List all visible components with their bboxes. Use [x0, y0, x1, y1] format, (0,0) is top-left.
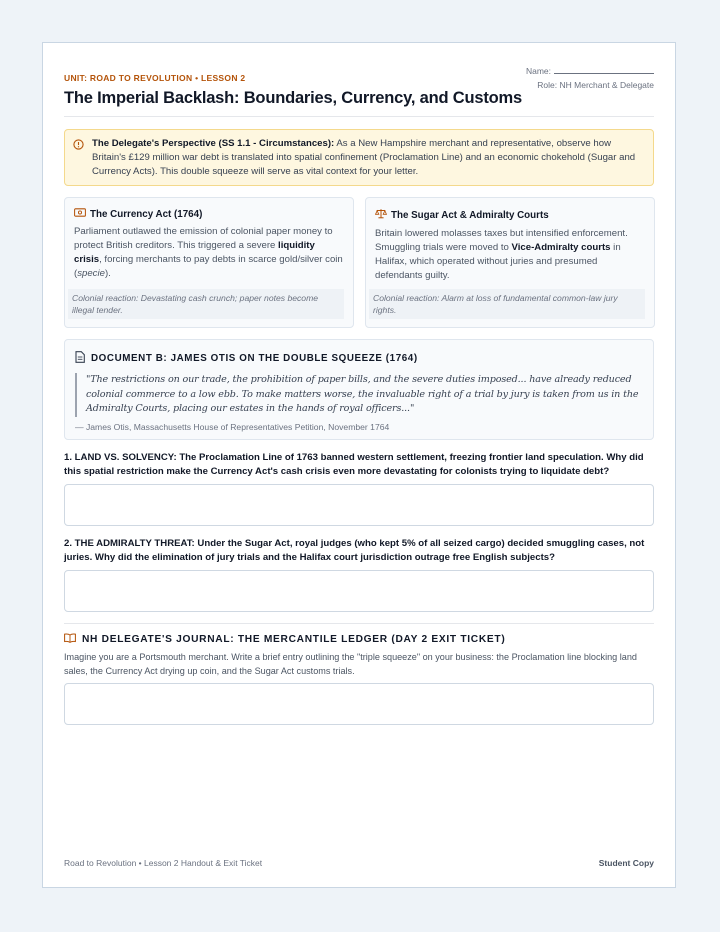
sugar-act-card: [365, 197, 655, 328]
alert-circle-icon: [73, 139, 84, 155]
role-label: Role: NH Merchant & Delegate: [537, 80, 654, 90]
header-divider: [64, 116, 654, 117]
quote-attribution: — James Otis, Massachusetts House of Representatives Petition, November 1764: [75, 421, 390, 432]
scales-icon: [375, 208, 387, 222]
page-title: The Imperial Backlash: Boundaries, Currency, and Customs: [64, 89, 522, 107]
name-field[interactable]: [554, 65, 654, 74]
name-role-block: [526, 65, 654, 90]
handout-page: [42, 42, 676, 888]
unit-label: UNIT: ROAD TO REVOLUTION • LESSON 2: [64, 73, 246, 83]
perspective-callout: [64, 129, 654, 186]
journal-answer-box[interactable]: [64, 683, 654, 725]
name-label: Name:: [525, 66, 551, 76]
callout-text: As a New Hampshire merchant and representative, observe how Britain's £129 million war debt is translated into spatial confinement (Proclamation Line) and an economic chokehold (Sugar and Currency Acts). This double squeeze will serve as vital context for your letter.: [92, 138, 636, 177]
sugar-card-title: The Sugar Act & Admiralty Courts: [391, 209, 549, 221]
journal-heading-row: [64, 633, 505, 646]
document-icon: [75, 351, 85, 366]
sugar-reaction: Colonial reaction: Alarm at loss of fundamental common-law jury rights.: [369, 289, 645, 319]
callout-lead: The Delegate's Perspective (SS 1.1 - Circumstances):: [92, 138, 335, 149]
journal-heading: NH DELEGATE'S JOURNAL: THE MERCANTILE LEDGER (DAY 2 EXIT TICKET): [82, 634, 506, 645]
question-1: 1. LAND VS. SOLVENCY: The Proclamation Line of 1763 banned western settlement, freezing frontier land speculation. Why did this spatial restriction make the Currency Act's cash crisis even more devastating for colonists trying to liquidate debt?: [64, 452, 644, 477]
journal-prompt: Imagine you are a Portsmouth merchant. Write a brief entry outlining the "triple squeeze" on your business: the Proclamation line blocking land sales, the Currency Act drying up coin, and the Sugar Act customs trials.: [64, 652, 637, 676]
currency-card-title: The Currency Act (1764): [90, 208, 203, 220]
currency-reaction: Colonial reaction: Devastating cash crunch; paper notes become illegal tender.: [68, 289, 344, 319]
section-divider: [64, 623, 654, 624]
currency-act-card: [64, 197, 354, 328]
answer-box-1[interactable]: [64, 484, 654, 526]
currency-card-body: Parliament outlawed the emission of colonial paper money to protect British creditors. This triggered a severe liquidity crisis, forcing merchants to pay debts in scarce gold/silver coin (specie).: [74, 226, 343, 279]
banknote-icon: [74, 208, 86, 220]
footer-left: Road to Revolution • Lesson 2 Handout & Exit Ticket: [64, 858, 263, 868]
otis-quote: "The restrictions on our trade, the prohibition of paper bills, and the severe duties imposed... have already reduced colonial commerce to a low ebb. To make matters worse, the invaluable right of a trial by jury is taken from us in the Admiralty Courts, placing our estates in the hands of royal officers...": [75, 373, 643, 417]
answer-box-2[interactable]: [64, 570, 654, 612]
sugar-card-body: Britain lowered molasses taxes but intensified enforcement. Smuggling trials were moved to Vice-Admiralty courts in Halifax, which operated without juries and presumed defendants guilty.: [375, 228, 628, 281]
document-heading: DOCUMENT B: JAMES OTIS ON THE DOUBLE SQUEEZE (1764): [91, 353, 418, 364]
question-2: 2. THE ADMIRALTY THREAT: Under the Sugar Act, royal judges (who kept 5% of all seized cargo) decided smuggling cases, not juries. Why did the elimination of jury trials and the Halifax court jurisdiction outrage free English subjects?: [64, 538, 645, 563]
document-b-panel: [64, 339, 654, 440]
book-open-icon: [64, 633, 76, 646]
footer-right: Student Copy: [598, 858, 654, 868]
